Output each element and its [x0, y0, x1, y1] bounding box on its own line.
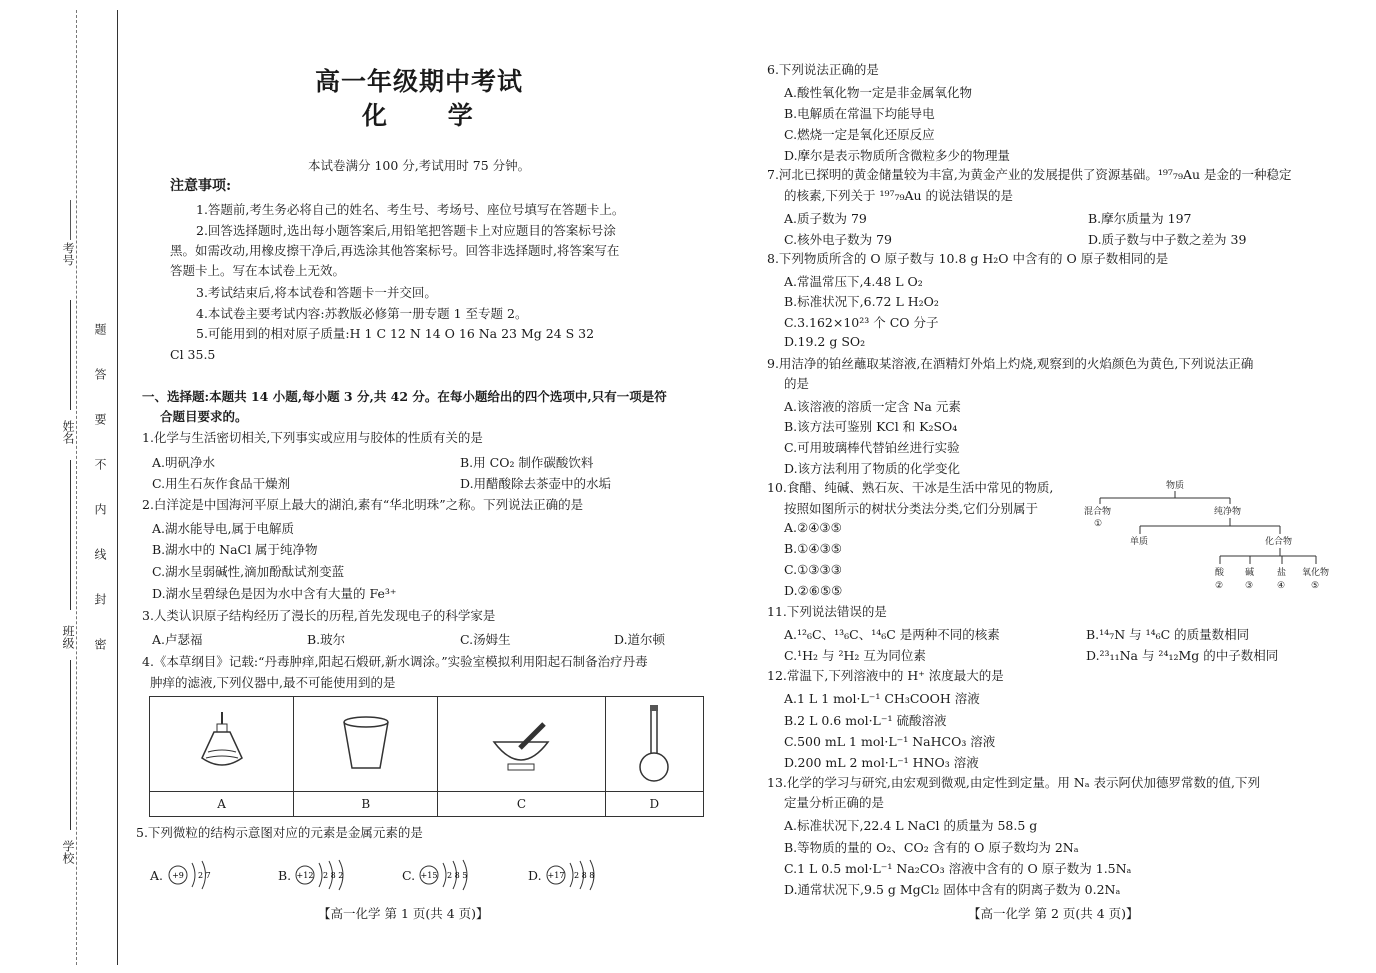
q13-option-d: D.通常状况下,9.5 g MgCl₂ 固体中含有的阴离子数为 0.2Nₐ: [784, 882, 1121, 897]
shell-electrons: 2 8 2: [323, 871, 344, 880]
alcohol-lamp-icon: [192, 708, 252, 778]
notice-line: Cl 35.5: [170, 347, 216, 362]
q5-stem: 5.下列微粒的结构示意图对应的元素是金属元素的是: [136, 825, 423, 840]
q1-option-b: B.用 CO₂ 制作碳酸饮料: [460, 455, 594, 470]
tree-mixture: 混合物: [1084, 506, 1112, 516]
option-label: D: [605, 792, 703, 817]
label-exam-no: 考号: [61, 242, 75, 266]
section-heading: 一、选择题:本题共 14 小题,每小题 3 分,共 42 分。在每小题给出的四个选项中,只有一项是符: [142, 389, 667, 404]
q7-option-c: C.核外电子数为 79: [784, 232, 892, 247]
q5-option-d: D.: [528, 868, 542, 883]
q10-option-c: C.①③③③: [784, 562, 842, 577]
seal-char: 答: [93, 368, 107, 380]
tree-acid: 酸: [1215, 567, 1225, 577]
q13-option-a: A.标准状况下,22.4 L NaCl 的质量为 58.5 g: [784, 818, 1038, 833]
q4-stem: 肿痒的滤液,下列仪器中,最不可能使用到的是: [150, 675, 396, 690]
q2-option-d: D.湖水呈碧绿色是因为水中含有大量的 Fe³⁺: [152, 586, 397, 601]
q6-stem: 6.下列说法正确的是: [767, 62, 879, 77]
q12-stem: 12.常温下,下列溶液中的 H⁺ 浓度最大的是: [767, 668, 1004, 683]
binding-line: [117, 10, 118, 965]
q2-stem: 2.白洋淀是中国海河平原上最大的湖泊,素有“华北明珠”之称。下列说法正确的是: [142, 497, 584, 512]
section-heading: 合题目要求的。: [160, 409, 248, 424]
notice-line: 4.本试卷主要考试内容:苏教版必修第一册专题 1 至专题 2。: [196, 306, 528, 321]
mortar-pestle-icon: [486, 708, 556, 778]
shell-electrons: 2 8 5: [447, 871, 468, 880]
nucleus-label: +9: [172, 871, 184, 880]
notice-line: 1.答题前,考生务必将自己的姓名、考生号、考场号、座位号填写在答题卡上。: [196, 202, 625, 217]
q12-option-a: A.1 L 1 mol·L⁻¹ CH₃COOH 溶液: [784, 691, 980, 706]
atom-diagram-c: [416, 855, 486, 895]
option-label: C: [438, 792, 605, 817]
q9-stem: 的是: [784, 376, 810, 391]
q9-option-c: C.可用玻璃棒代替铂丝进行实验: [784, 440, 960, 455]
q8-stem: 8.下列物质所含的 O 原子数与 10.8 g H₂O 中含有的 O 原子数相同的是: [767, 251, 1169, 266]
q1-option-c: C.用生石灰作食品干燥剂: [152, 476, 291, 491]
q11-option-b: B.¹⁴₇N 与 ¹⁴₆C 的质量数相同: [1086, 627, 1250, 642]
q3-stem: 3.人类认识原子结构经历了漫长的历程,首先发现电子的科学家是: [142, 608, 496, 623]
q9-option-b: B.该方法可鉴别 KCl 和 K₂SO₄: [784, 419, 958, 434]
tree-num: ④: [1277, 580, 1286, 590]
option-label: B: [294, 792, 438, 817]
q4-stem: 4.《本草纲目》记载:“丹毒肿痒,阳起石煅研,新水调涂。”实验室模拟利用阳起石制备治疗丹毒: [142, 654, 648, 669]
q2-option-a: A.湖水能导电,属于电解质: [152, 521, 294, 536]
q6-option-b: B.电解质在常温下均能导电: [784, 106, 935, 121]
q8-option-a: A.常温常压下,4.48 L O₂: [784, 274, 923, 289]
seal-char: 内: [93, 503, 107, 515]
seal-char: 密: [93, 638, 107, 650]
q10-option-b: B.①④③⑤: [784, 541, 842, 556]
q7-option-d: D.质子数与中子数之差为 39: [1088, 232, 1247, 247]
tree-pure: 纯净物: [1214, 506, 1242, 516]
q9-option-a: A.该溶液的溶质一定含 Na 元素: [784, 399, 961, 414]
apparatus-table: [149, 696, 704, 817]
q13-stem: 定量分析正确的是: [784, 795, 885, 810]
notice-line: 答题卡上。写在本试卷上无效。: [170, 263, 346, 278]
tree-num: ⑤: [1311, 580, 1320, 590]
q6-option-a: A.酸性氧化物一定是非金属氧化物: [784, 85, 973, 100]
page-footer-2: 【高一化学 第 2 页(共 4 页)】: [968, 906, 1139, 921]
q8-option-b: B.标准状况下,6.72 L H₂O₂: [784, 294, 939, 309]
tree-base: 碱: [1245, 567, 1255, 577]
q9-stem: 9.用洁净的铂丝蘸取某溶液,在酒精灯外焰上灼烧,观察到的火焰颜色为黄色,下列说法正确: [767, 356, 1254, 371]
q10-stem: 10.食醋、纯碱、熟石灰、干冰是生活中常见的物质,: [767, 480, 1054, 495]
blank-line: [70, 460, 71, 610]
q5-option-a: A.: [150, 868, 164, 883]
label-name: 姓名: [61, 420, 75, 444]
blank-line: [70, 300, 71, 410]
tree-compound: 化合物: [1265, 536, 1293, 546]
q3-option-b: B.玻尔: [307, 632, 346, 647]
tree-root: 物质: [1166, 480, 1185, 490]
tree-num: ②: [1215, 580, 1224, 590]
q11-option-a: A.¹²₆C、¹³₆C、¹⁴₆C 是两种不同的核素: [784, 627, 1000, 642]
nucleus-label: +15: [420, 871, 438, 880]
label-class: 班级: [61, 625, 75, 649]
seal-char: 封: [93, 593, 107, 605]
q11-option-c: C.¹H₂ 与 ²H₂ 互为同位素: [784, 648, 926, 663]
tree-num: ①: [1094, 518, 1103, 528]
blank-line: [70, 660, 71, 830]
tree-element: 单质: [1130, 536, 1149, 546]
q9-option-d: D.该方法利用了物质的化学变化: [784, 461, 961, 476]
q1-option-a: A.明矾净水: [152, 455, 216, 470]
q7-stem: 7.河北已探明的黄金储量较为丰富,为黄金产业的发展提供了资源基础。¹⁹⁷₇₉Au 是金的一种稳定: [767, 167, 1292, 182]
label-school: 学校: [61, 840, 75, 864]
page-footer-1: 【高一化学 第 1 页(共 4 页)】: [318, 906, 489, 921]
q13-stem: 13.化学的学习与研究,由宏观到微观,由定性到定量。用 Nₐ 表示阿伏加德罗常数的值,下列: [767, 775, 1261, 790]
notice-line: 3.考试结束后,将本试卷和答题卡一并交回。: [196, 285, 437, 300]
q3-option-d: D.道尔顿: [614, 632, 666, 647]
q7-stem: 的核素,下列关于 ¹⁹⁷₇₉Au 的说法错误的是: [784, 188, 1014, 203]
seal-line: [76, 10, 77, 965]
volumetric-flask-icon: [634, 703, 674, 783]
q12-option-b: B.2 L 0.6 mol·L⁻¹ 硫酸溶液: [784, 713, 947, 728]
tree-num: ③: [1245, 580, 1254, 590]
intro-text: 本试卷满分 100 分,考试用时 75 分钟。: [308, 158, 531, 173]
q5-option-b: B.: [278, 868, 292, 883]
q10-stem: 按照如图所示的树状分类法分类,它们分别属于: [784, 501, 1038, 516]
seal-char: 题: [93, 323, 107, 335]
volumetric-flask-cell: [605, 697, 703, 792]
q6-option-c: C.燃烧一定是氧化还原反应: [784, 127, 935, 142]
atom-diagram-a: [165, 855, 220, 895]
nucleus-label: +17: [547, 871, 565, 880]
q11-option-d: D.²³₁₁Na 与 ²⁴₁₂Mg 的中子数相同: [1086, 648, 1279, 663]
seal-char: 不: [93, 458, 107, 470]
option-label: A: [150, 792, 294, 817]
q2-option-c: C.湖水呈弱碱性,滴加酚酞试剂变蓝: [152, 564, 345, 579]
q12-option-d: D.200 mL 2 mol·L⁻¹ HNO₃ 溶液: [784, 755, 979, 770]
notice-line: 5.可能用到的相对原子质量:H 1 C 12 N 14 O 16 Na 23 Mg 24 S 32: [196, 326, 595, 341]
atom-diagram-b: [292, 855, 362, 895]
tree-oxide: 氧化物: [1302, 567, 1330, 577]
classification-tree: [1080, 478, 1335, 596]
q13-option-c: C.1 L 0.5 mol·L⁻¹ Na₂CO₃ 溶液中含有的 O 原子数为 1.5Nₐ: [784, 861, 1132, 876]
notice-line: 2.回答选择题时,选出每小题答案后,用铅笔把答题卡上对应题目的答案标号涂: [196, 223, 616, 238]
q3-option-a: A.卢瑟福: [152, 632, 203, 647]
q13-option-b: B.等物质的量的 O₂、CO₂ 含有的 O 原子数均为 2Nₐ: [784, 840, 1079, 855]
q11-stem: 11.下列说法错误的是: [767, 604, 887, 619]
q8-option-c: C.3.162×10²³ 个 CO 分子: [784, 315, 939, 330]
atom-diagram-d: [543, 855, 613, 895]
q10-option-a: A.②④③⑤: [784, 520, 842, 535]
shell-electrons: 2 8 8: [574, 871, 595, 880]
q1-option-d: D.用醋酸除去茶壶中的水垢: [460, 476, 612, 491]
q2-option-b: B.湖水中的 NaCl 属于纯净物: [152, 542, 318, 557]
q10-option-d: D.②⑥⑤⑤: [784, 583, 843, 598]
tree-salt: 盐: [1277, 567, 1287, 577]
crucible-icon: [336, 708, 396, 778]
q12-option-c: C.500 mL 1 mol·L⁻¹ NaHCO₃ 溶液: [784, 734, 996, 749]
seal-char: 要: [93, 413, 107, 425]
q1-stem: 1.化学与生活密切相关,下列事实或应用与胶体的性质有关的是: [142, 430, 483, 445]
q5-option-c: C.: [402, 868, 416, 883]
q3-option-c: C.汤姆生: [460, 632, 511, 647]
q6-option-d: D.摩尔是表示物质所含微粒多少的物理量: [784, 148, 1011, 163]
blank-line: [70, 200, 71, 240]
seal-char: 线: [93, 548, 107, 560]
q8-option-d: D.19.2 g SO₂: [784, 334, 866, 349]
q7-option-a: A.质子数为 79: [784, 211, 867, 226]
crucible-cell: [294, 697, 438, 792]
notice-line: 黑。如需改动,用橡皮擦干净后,再选涂其他答案标号。回答非选择题时,将答案写在: [170, 243, 620, 258]
q7-option-b: B.摩尔质量为 197: [1088, 211, 1192, 226]
subject-title: 化 学: [362, 101, 499, 130]
nucleus-label: +12: [296, 871, 314, 880]
mortar-cell: [438, 697, 605, 792]
shell-electrons: 2 7: [198, 871, 211, 880]
exam-title: 高一年级期中考试: [315, 67, 524, 96]
alcohol-lamp-cell: [150, 697, 294, 792]
notice-title: 注意事项:: [170, 178, 232, 194]
